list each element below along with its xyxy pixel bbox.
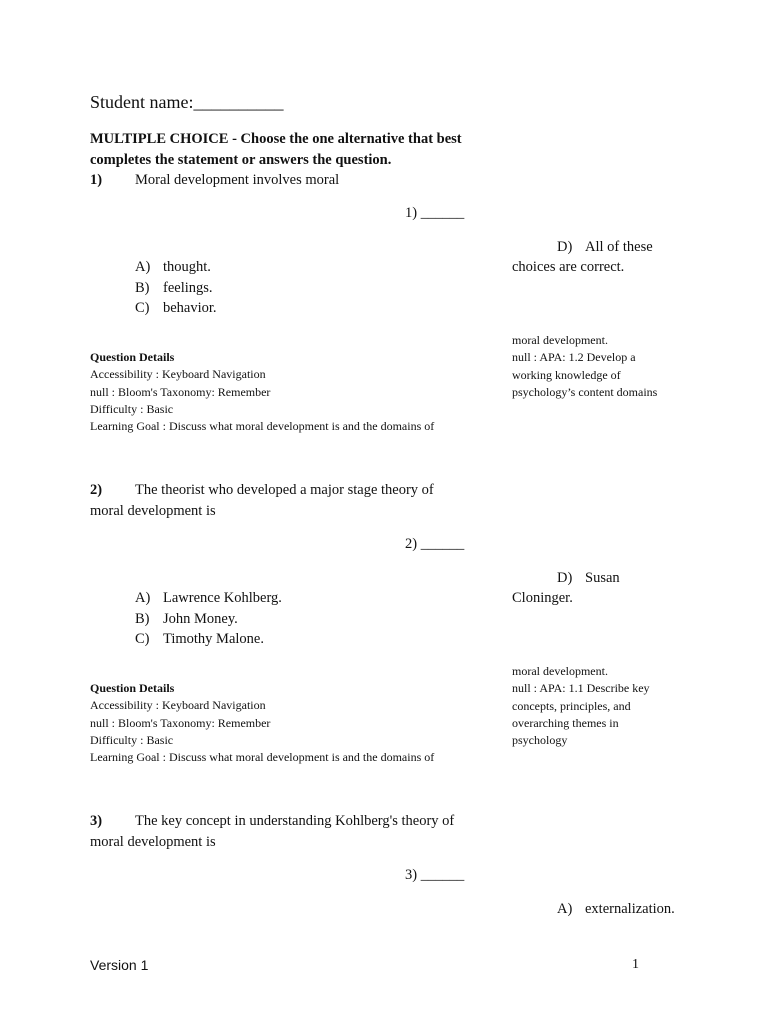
option-letter: B) xyxy=(135,279,150,296)
option-text: Timothy Malone. xyxy=(163,631,264,647)
question-text: Moral development involves moral xyxy=(135,172,340,188)
question-text: The key concept in understanding Kohlberg's theory of moral development is xyxy=(90,813,455,850)
option-a[interactable] xyxy=(557,899,675,920)
option-b[interactable] xyxy=(135,278,217,299)
option-a[interactable] xyxy=(135,257,217,278)
question-details xyxy=(90,680,434,766)
detail-line: null : APA: 1.1 Describe key xyxy=(512,681,650,696)
option-letter: C) xyxy=(135,631,150,647)
detail-line: concepts, principles, and xyxy=(512,698,631,713)
option-d[interactable] xyxy=(557,568,620,589)
option-letter: D) xyxy=(557,239,573,255)
option-d-continued: choices are correct. xyxy=(512,259,625,275)
detail-line: working knowledge of xyxy=(512,367,621,382)
question-number: 3) xyxy=(90,813,103,829)
answer-blank[interactable]: 1) ______ xyxy=(405,205,465,221)
detail-line: null : APA: 1.2 Develop a xyxy=(512,350,636,365)
detail-line: Learning Goal : Discuss what moral development is and the domains of xyxy=(90,750,435,765)
option-letter: D) xyxy=(557,570,573,586)
option-text: behavior. xyxy=(163,300,217,316)
details-right xyxy=(512,663,712,749)
detail-line: null : Bloom's Taxonomy: Remember xyxy=(90,384,271,399)
detail-line: psychology xyxy=(512,733,568,748)
option-text: All of these xyxy=(585,239,653,255)
option-b[interactable] xyxy=(135,609,282,630)
option-letter: C) xyxy=(135,300,150,316)
detail-line: Accessibility : Keyboard Navigation xyxy=(90,367,266,382)
option-letter: A) xyxy=(557,901,573,917)
option-text: John Money. xyxy=(163,610,238,627)
option-c[interactable] xyxy=(135,629,282,650)
details-title: Question Details xyxy=(90,681,175,695)
detail-line: psychology’s content domains xyxy=(512,384,658,399)
option-d[interactable] xyxy=(557,237,653,258)
student-name-label: Student name:__________ xyxy=(90,92,284,112)
detail-line: moral development. xyxy=(512,664,608,678)
answer-blank[interactable]: 2) ______ xyxy=(405,536,465,552)
answer-blank[interactable]: 3) ______ xyxy=(405,867,465,883)
detail-line: moral development. xyxy=(512,333,608,347)
detail-line: null : Bloom's Taxonomy: Remember xyxy=(90,715,271,730)
question-details xyxy=(90,349,434,435)
option-c[interactable] xyxy=(135,298,217,319)
option-text: Susan xyxy=(585,570,620,586)
option-text: externalization. xyxy=(585,901,675,917)
option-letter: A) xyxy=(135,590,151,606)
question-number: 1) xyxy=(90,172,103,188)
page-number: 1 xyxy=(632,957,639,972)
footer-version: Version 1 xyxy=(90,957,149,973)
option-text: thought. xyxy=(163,259,211,275)
detail-line: overarching themes in xyxy=(512,715,619,730)
detail-line: Accessibility : Keyboard Navigation xyxy=(90,698,266,713)
options-list xyxy=(135,257,217,319)
question-stem xyxy=(90,811,460,853)
option-d-continued: Cloninger. xyxy=(512,590,573,606)
option-text: Lawrence Kohlberg. xyxy=(163,590,282,606)
question-stem xyxy=(90,170,460,191)
option-letter: A) xyxy=(135,259,151,275)
option-a[interactable] xyxy=(135,588,282,609)
question-number: 2) xyxy=(90,482,103,498)
detail-line: Learning Goal : Discuss what moral development is and the domains of xyxy=(90,419,435,434)
instructions: MULTIPLE CHOICE - Choose the one alternative that best completes the statement or answers the question. xyxy=(90,131,462,168)
question-text: The theorist who developed a major stage theory of moral development is xyxy=(90,482,434,519)
details-right xyxy=(512,332,712,401)
details-title: Question Details xyxy=(90,350,175,364)
option-text: feelings. xyxy=(163,279,213,296)
detail-line: Difficulty : Basic xyxy=(90,401,174,416)
detail-line: Difficulty : Basic xyxy=(90,732,174,747)
option-letter: B) xyxy=(135,610,150,627)
question-stem xyxy=(90,480,460,522)
options-list xyxy=(135,588,282,650)
